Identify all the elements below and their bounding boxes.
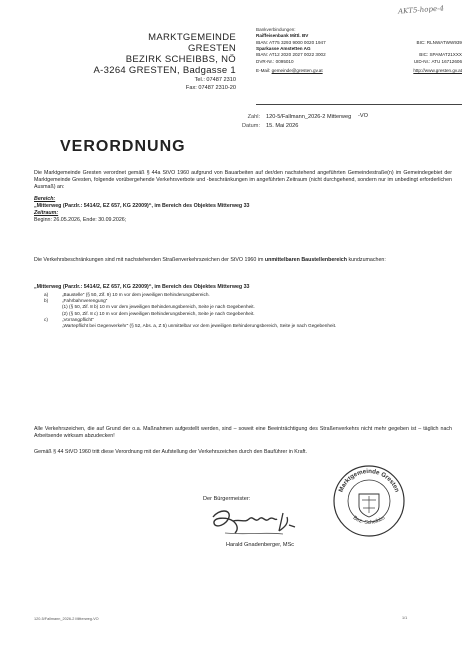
period-label: Zeitraum: [34,210,59,216]
handwritten-signature [205,505,305,539]
closing-paragraph-2: Gemäß § 44 StVO 1960 tritt diese Verordnung mit der Aufstellung der Verkehrszeichen durch den Bauführer in Kraft. [34,449,307,455]
dvr-value: 0095010 [275,59,294,65]
bic2-label: BIC: [419,52,429,58]
email-label: E-Mail: [256,67,271,73]
iban2-value: AT12 2020 2027 0022 3002 [269,52,326,58]
bic1-label: BIC: [416,39,426,45]
datum-label: Datum: [241,123,260,129]
list-text: „Wartepflicht bei Gegenverkehr“ (§ 52, Abs. a, Z 5) unmittelbar vor dem jeweiligen Behinderungsbereich, Seite je nach Gegebenheit. [62,323,337,329]
period-text: Beginn: 26.05.2026, Ende: 30.09.2026; [34,217,127,223]
area2-text: „Mitterweg (Parzlr.: 5414/2, EZ 657, KG 22009)“, im Bereich des Objektes Mitterweg 33 [34,284,250,290]
uid-value: ATU 16712606 [431,59,462,65]
list-marker: b) [44,298,49,304]
restriction-text-2: kundzumachen: [346,257,386,263]
uid-label: UID-Nr.: [413,59,431,65]
signatory-name: Harald Gnadenberger, MSc [226,542,295,548]
municipality-tel: Tel.: 07487 2310 [194,77,236,83]
bank2-name: Sparkasse Amstetten AG [256,45,311,51]
list-item [44,323,444,329]
handwritten-annotation: AKT5-hope-4 [397,4,445,16]
zahl-value: 120-5/Fallmann_2026-2 Mitterweg [266,114,352,120]
website-link[interactable]: http://www.gresten.gv.at [413,67,462,73]
municipality-address: A-3264 GRESTEN, Badgasse 1 [93,65,236,76]
municipality-line3: BEZIRK SCHEIBBS, NÖ [125,54,236,65]
stamp-bottom-text: Bez. Scheibbs [351,515,387,526]
list-text: „Vorrangpflicht“ [62,316,94,322]
list-text: „Baustelle“ (§ 50, Zif. 9) 10 m vor dem jeweiligen Behinderungsbereich. [62,292,210,297]
iban1-label: IBAN: [256,39,268,45]
list-text: (2) (§ 50, Zif. 8 c) 10 m vor dem jeweiligen Behinderungsbereich, Seite je nach Gegebenheit. [62,310,255,316]
signature-label: Der Bürgermeister: [203,496,251,502]
header-divider [256,104,462,105]
list-marker [44,323,62,329]
svg-text:Marktgemeinde Gresten [338,468,401,494]
municipality-line1: MARKTGEMEINDE [148,32,236,43]
dvr-label: DVR-Nr.: [256,59,275,65]
bic1-value: RLNWATWW939 [426,39,462,45]
list-text: „Fahrbahnverengung“ [62,298,108,304]
reference-block [230,113,351,131]
list-marker: c) [44,316,48,322]
restriction-text-bold: unmittelbaren Baustellenbereich [264,257,347,263]
iban2-label: IBAN: [256,52,268,58]
dvr-uid-row [256,59,462,65]
bank2-row [256,52,462,58]
email-link[interactable]: gemeinde@gresten.gv.at [271,67,323,73]
intro-paragraph: Die Marktgemeinde Gresten verordnet gemäß § 44a StVO 1960 aufgrund von Bauarbeiten auf der/den nachstehend angeführten Gemeindestraße(n) im Gemeindegebiet der Marktgemeinde Gresten, folgende vorübergehende Verkehrsverbote und -beschränkungen im angeführten Zeitraum (nicht durchgehend, sondern nur im unbedingt erforderlichen Ausmaß) an: [34,170,452,190]
footer-reference: 120-5/Fallmann_2026-2 Mitterweg-VO [34,617,99,621]
closing-paragraph-1: Alle Verkehrszeichen, die auf Grund der o.a. Maßnahmen aufgestellt werden, sind – soweit eine Beeinträchtigung des Straßenverkehrs nicht mehr gegeben ist – täglich nach Arbeitsende wirksam abzudecken! [34,426,452,439]
restriction-text-1: Die Verkehrsbeschränkungen sind mit nachstehenden Straßenverkehrszeichen der StVO 1960 im [34,257,265,263]
restriction-paragraph [34,257,452,264]
page-number: 1/1 [402,616,408,620]
area-text: „Mitterweg (Parzlr.: 5414/2, EZ 657, KG 22009)“, im Bereich des Objektes Mitterweg 33 [34,203,250,209]
reference-suffix: -VO [358,113,368,119]
document-title: VERORDNUNG [60,138,186,155]
area-block [34,196,452,224]
municipal-seal-stamp [332,464,406,538]
bank-info [256,27,462,74]
list-text: (1) (§ 50, Zif. 8 b) 10 m vor dem jeweiligen Behinderungsbereich, Seite je nach Gegebenheit. [62,304,255,310]
signs-list [44,292,444,329]
municipality-fax: Fax: 07487 2310-20 [185,85,236,91]
stamp-top-text: Marktgemeinde Gresten [337,467,401,494]
list-marker: a) [44,292,49,297]
datum-value: 15. Mai 2026 [266,123,299,129]
iban1-value: AT75 3293 9000 0020 1947 [269,39,326,45]
bank1-name: Raiffeisenbank Mittl. BV [256,33,309,39]
municipality-line2: GRESTEN [187,43,236,54]
bank-header: Bankverbindungen: [256,27,296,32]
area-label: Bereich: [34,196,56,202]
municipality-header [74,32,236,92]
zahl-label: Zahl: [247,114,260,120]
contact-row [256,68,462,74]
bic2-value: SPAMAT21XXX [429,52,462,58]
